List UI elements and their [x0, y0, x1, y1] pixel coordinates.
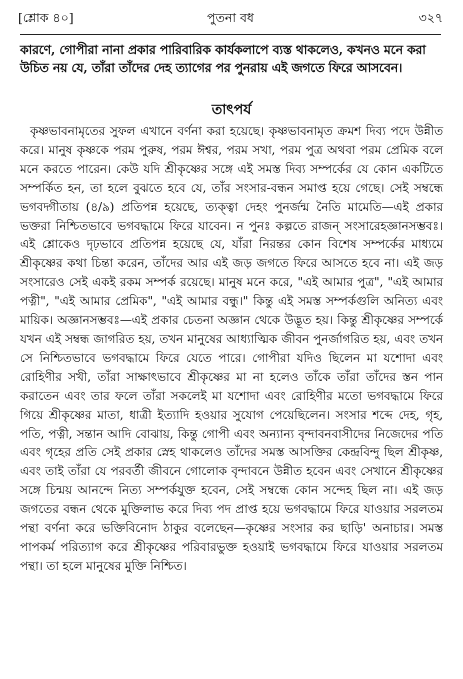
chapter-title: পুতনা বধ	[207, 10, 254, 25]
purport-heading: তাৎপর্য	[211, 102, 252, 118]
verse-translation: কারণে, গোপীরা নানা প্রকার পারিবারিক কার্যকলাপে ব্যস্ত থাকলেও, কখনও মনে করা উচিত নয় যে, তাঁরা তাঁদের দেহ ত্যাগের পর পুনরায় এই জগতে ফিরে আসবেন।	[20, 42, 426, 75]
purport-body	[20, 122, 443, 576]
header-divider	[20, 34, 441, 35]
page-header	[18, 10, 443, 30]
verse-label: [শ্লোক ৪০]	[18, 10, 74, 25]
page-number: ৩২৭	[418, 10, 443, 25]
purport-paragraph: কৃষ্ণভাবনামৃতের সুফল এখানে বর্ণনা করা হয়েছে। কৃষ্ণভাবনামৃত ক্রমশ দিব্য পদে উন্নীত করে। মানুষ কৃষ্ণকে পরম পুরুষ, পরম ঈশ্বর, পরম সখা, পরম পুত্র অথবা পরম প্রেমিক বলে মনে করতে পারেন। কেউ যদি শ্রীকৃষ্ণের সঙ্গে এই সমস্ত দিব্য সম্পর্কের যে কোন একটিতে সম্পর্কিত হন, তা হলে বুঝতে হবে যে, তাঁর সংসার-বন্ধন সমাপ্ত হয়ে গেছে। সেই সম্বন্ধে ভগবদ্গীতায় (৪/৯) প্রতিপন্ন হয়েছে, ত্যক্ত্বা দেহং পুনর্জন্ম নৈতি মামেতি—এই প্রকার ভক্তরা নিশ্চিতভাবে ভগবদ্ধামে ফিরে যাবেন। ন পুনঃ কল্পতে রাজন্ সংসারেহজ্ঞানসম্ভবঃ। এই শ্লোকেও দৃঢ়ভাবে প্রতিপন্ন হয়েছে যে, যাঁরা নিরন্তর কোন বিশেষ সম্পর্কের মাধ্যমে শ্রীকৃষ্ণের কথা চিন্তা করেন, তাঁদের আর এই জড় জগতে ফিরে আসতে হবে না। এই জড় সংসারেও সেই একই রকম সম্পর্ক রয়েছে। মানুষ মনে করে, "এই আমার পুত্র", "এই আমার পত্নী", "এই আমার প্রেমিক", "এই আমার বন্ধু।" কিন্তু এই সমস্ত সম্পর্কগুলি অনিত্য এবং মায়িক। অজ্ঞানসম্ভবঃ—এই প্রকার চেতনা অজ্ঞান থেকে উদ্ভূত হয়। কিন্তু শ্রীকৃষ্ণের সম্পর্কে যখন এই সম্বন্ধ জাগরিত হয়, তখন মানুষের আধ্যাত্মিক জীবন পুনর্জাগরিত হয়, এবং তখন সে নিশ্চিতভাবে ভগবদ্ধামে ফিরে যেতে পারে। গোপীরা যদিও ছিলেন মা যশোদা এবং রোহিণীর সখী, তাঁরা সাক্ষাৎভাবে শ্রীকৃষ্ণের মা না হলেও তাঁকে তাঁরা তাঁদের স্তন পান করাতেন এবং তার ফলে তাঁরা সকলেই মা যশোদা এবং রোহিণীর মতো ভগবদ্ধামে ফিরে গিয়ে শ্রীকৃষ্ণের মাতা, ধাত্রী ইত্যাদি হওয়ার সুযোগ পেয়েছিলেন। সংসার শব্দে দেহ, গৃহ, পতি, পত্নী, সন্তান আদি বোঝায়, কিন্তু গোপী এবং অন্যান্য বৃন্দাবনবাসীদের নিজেদের পতি এবং গৃহের প্রতি সেই প্রকার স্নেহ থাকলেও তাঁদের সমস্ত আসক্তির কেন্দ্রবিন্দু ছিল শ্রীকৃষ্ণ, এবং তাই তাঁরা যে পরবর্তী জীবনে গোলোক বৃন্দাবনে উন্নীত হবেন এবং সেখানে শ্রীকৃষ্ণের সঙ্গে চিন্ময় আনন্দে নিত্য সম্পর্কযুক্ত হবেন, সেই সম্বন্ধে কোন সন্দেহ ছিল না। এই জড় জগতের বন্ধন থেকে মুক্তিলাভ করে দিব্য পদ প্রাপ্ত হয়ে ভগবদ্ধামে ফিরে যাওয়ার সরলতম পন্থা বর্ণনা করে ভক্তিবিনোদ ঠাকুর বলেছেন—কৃষ্ণের সংসার কর ছাড়ি' অনাচার। সমস্ত পাপকর্ম পরিত্যাগ করে শ্রীকৃষ্ণের পরিবারভুক্ত হওয়াই ভগবদ্ধামে ফিরে যাওয়ার সরলতম পন্থা। তা হলে মানুষের মুক্তি নিশ্চিত।	[20, 124, 443, 573]
